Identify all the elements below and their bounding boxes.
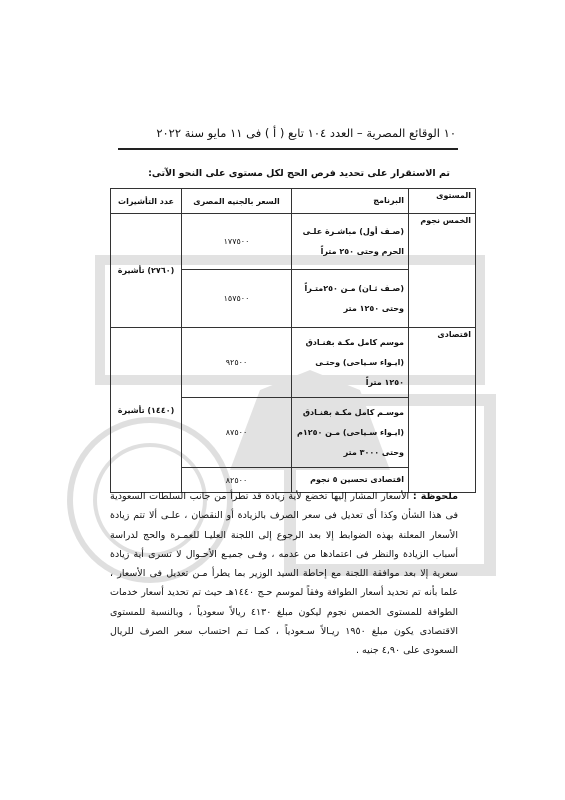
page-header: ١٠ الوقائع المصرية – العدد ١٠٤ تابع ( أ ) فى ١١ مايو سنة ٢٠٢٢ [156, 126, 456, 140]
visas-five-star: (٢٧٦٠) تأشيرة [111, 214, 182, 328]
price-cell: ١٥٧٥٠٠ [182, 270, 292, 328]
table-row [111, 214, 476, 270]
prices-table [110, 188, 476, 493]
program-cell: (صـف ثـان) مـن ٢٥٠متـراً وحتى ١٢٥٠ متر [292, 270, 409, 328]
header-divider [118, 148, 458, 150]
note-paragraph [110, 487, 458, 661]
header-level: المستوى [409, 189, 476, 214]
price-cell: ٩٢٥٠٠ [182, 328, 292, 398]
header-program: البرنامج [292, 189, 409, 214]
header-visas: عدد التأشيرات [111, 189, 182, 214]
price-cell: ٨٧٥٠٠ [182, 398, 292, 468]
table-row [111, 328, 476, 398]
program-cell: (صـف أول) مباشـرة علـى الحرم وحتى ٢٥٠ متراً [292, 214, 409, 270]
header-price: السعر بالجنيه المصرى [182, 189, 292, 214]
note-text: الأسعار المشار إليها تخضع لأية زيادة قد تطرأ من جانب السلطات السعودية فى هذا الشأن وكذا أى تعديل فى سعر الصرف بالزيادة أو النقصان ، علـى ألا تتم زيادة الأسعار المعلنة بهذه الضوابط إلا بعد الرجوع إلى اللجنة العليـا للعمـرة والحج لدراسة أسباب الزيادة والنظر فى اعتمادها من عدمه ، وفـى جميـع الأحـوال لا تسرى أية زيادة سعرية إلا بعد موافقة اللجنة مع إحاطة السيد الوزير بما يطرأ مـن تعديل فى الأسعار ، علما بأنه تم تحديد أسعار الطوافة وفقاً لموسم حـج ١٤٤٠هـ حيث تم تحديد أسعار خدمات الطوافة للمستوى الخمس نجوم ليكون مبلغ ٤١٣٠ ريالاً سعودياً ، وبالنسبة للمستوى الاقتصادى يكون مبلغ ١٩٥٠ ريـالاً سـعودياً ، كمـا تـم احتساب سعر الصرف للريال السعودى على ٤,٩٠ جنيه . [110, 491, 459, 657]
price-cell: ٨٢٥٠٠ [182, 468, 292, 493]
visas-economy: (١٤٤٠) تأشيرة [111, 328, 182, 493]
level-five-star: الخمس نجوم [409, 214, 476, 328]
program-cell: موسـم كامل مكـة بفنـادق (ايـواء سـياحى) مـن ١٢٥٠م وحتى ٣٠٠٠ متر [292, 398, 409, 468]
level-economy: اقتصادى [409, 328, 476, 493]
program-cell: موسم كامل مكـة بفنـادق (ايـواء سـياحى) وحتـى ١٢٥٠ متراً [292, 328, 409, 398]
price-cell: ١٧٧٥٠٠ [182, 214, 292, 270]
intro-heading: تم الاستقرار على تحديد فرص الحج لكل مستوى على النحو الآتى: [148, 168, 450, 179]
table-header-row [111, 189, 476, 214]
program-cell: اقتصادى تحسين ٥ نجوم [292, 468, 409, 493]
note-label: ملحوظة : [412, 491, 458, 502]
